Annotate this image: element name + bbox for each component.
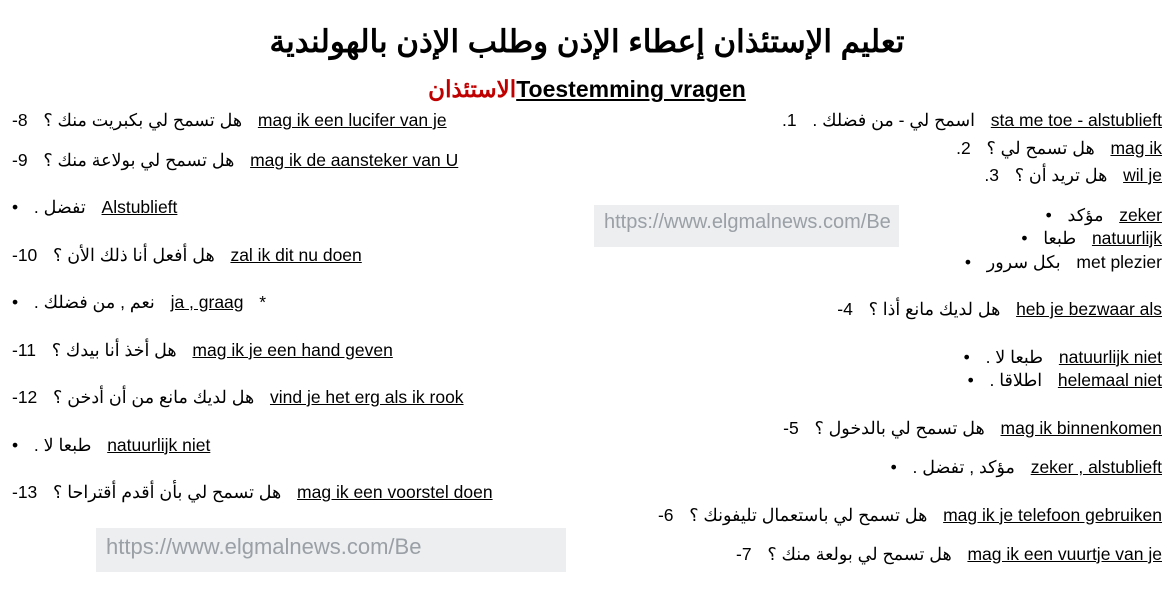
item-number: 12-	[12, 387, 38, 407]
item-arabic: هل لديك مانع من أن أدخن ؟	[53, 387, 255, 407]
item-arabic: طبعا	[1043, 228, 1077, 248]
subtitle-arabic: الاستئذان	[428, 76, 517, 102]
item-bullet: •	[890, 457, 897, 477]
list-item	[586, 167, 1166, 185]
list-item	[586, 546, 1166, 564]
item-arabic: طبعا لا .	[985, 346, 1044, 367]
item-dutch: heb je bezwaar als	[1016, 299, 1162, 319]
list-item	[8, 149, 588, 170]
item-number: 3.	[984, 165, 999, 185]
list-item	[586, 251, 1166, 272]
item-arabic: هل أخذ أنا بيدك ؟	[51, 339, 177, 360]
item-arabic: هل تسمح لي بولعة منك ؟	[767, 544, 952, 564]
item-arabic: تفضل .	[33, 197, 86, 217]
list-item	[8, 484, 588, 502]
item-arabic: اسمح لي - من فضلك .	[812, 110, 976, 130]
list-item	[586, 346, 1166, 367]
item-dutch: mag ik een vuurtje van je	[967, 544, 1162, 564]
list-item	[8, 244, 588, 265]
list-item	[586, 301, 1166, 319]
list-item	[586, 112, 1166, 130]
item-dutch: mag ik binnenkomen	[1000, 417, 1162, 438]
item-number: 11-	[12, 339, 36, 360]
item-dutch: ja , graag	[170, 292, 244, 312]
item-bullet: •	[963, 346, 970, 367]
list-item	[8, 389, 588, 407]
item-dutch: zeker	[1119, 204, 1162, 225]
item-number: 10-	[12, 244, 38, 265]
item-arabic: هل تريد أن ؟	[1014, 165, 1108, 185]
item-arabic: هل تسمح لي بولاعة منك ؟	[43, 149, 235, 170]
item-arabic: اطلاقا .	[989, 370, 1043, 390]
item-arabic: هل تسمح لي باستعمال تليفونك ؟	[689, 504, 928, 525]
watermark-url-top: https://www.elgmalnews.com/Be	[594, 205, 899, 247]
item-number: 2.	[956, 137, 971, 158]
item-dutch: natuurlijk	[1091, 228, 1162, 248]
item-arabic: هل تسمح لي بالدخول ؟	[814, 417, 985, 438]
item-dutch: vind je het erg als ik rook	[269, 387, 464, 407]
right-column	[586, 112, 1166, 574]
item-number: 9-	[12, 149, 28, 170]
item-arabic: طبعا لا .	[33, 434, 92, 455]
item-bullet: •	[964, 251, 972, 272]
list-item	[8, 112, 588, 130]
list-item	[586, 417, 1166, 438]
list-item	[586, 459, 1166, 477]
item-number: 6-	[657, 504, 674, 525]
item-bullet: •	[12, 292, 19, 312]
item-bullet: •	[12, 434, 19, 455]
item-bullet: •	[967, 370, 974, 390]
item-dutch: zal ik dit nu doen	[230, 244, 362, 265]
item-dutch: met plezier	[1076, 251, 1162, 272]
item-suffix: *	[259, 292, 267, 312]
item-arabic: بكل سرور	[986, 251, 1061, 272]
item-dutch: helemaal niet	[1057, 370, 1162, 390]
list-item	[8, 199, 588, 217]
item-arabic: هل لديك مانع أذا ؟	[868, 299, 1001, 319]
item-bullet: •	[1045, 204, 1052, 225]
item-arabic: مؤكد	[1067, 204, 1104, 225]
item-arabic: نعم , من فضلك .	[33, 292, 155, 312]
item-dutch: sta me toe - alstublieft	[990, 110, 1162, 130]
item-dutch: zeker , alstublieft	[1030, 457, 1162, 477]
list-item	[586, 137, 1166, 158]
list-item	[8, 434, 588, 455]
item-arabic: هل تسمح لي ؟	[986, 137, 1095, 158]
list-item	[8, 339, 588, 360]
page-title: تعليم الإستئذان إعطاء الإذن وطلب الإذن بالهولندية	[269, 24, 905, 59]
item-number: 13-	[12, 482, 38, 502]
item-bullet: •	[12, 197, 19, 217]
page-subtitle	[0, 76, 1174, 103]
item-dutch: mag ik je telefoon gebruiken	[943, 504, 1162, 525]
item-dutch: mag ik een lucifer van je	[257, 110, 447, 130]
item-number: 4-	[837, 299, 853, 319]
item-dutch: mag ik je een hand geven	[192, 339, 393, 360]
list-item	[586, 504, 1166, 525]
item-dutch: Alstublieft	[101, 197, 178, 217]
item-bullet: •	[1021, 228, 1028, 248]
item-number: 7-	[736, 544, 752, 564]
subtitle-dutch: Toestemming vragen	[516, 76, 746, 102]
item-dutch: mag ik de aansteker van U	[250, 149, 459, 170]
item-arabic: هل تسمح لي بأن أقدم أقتراحا ؟	[53, 482, 282, 502]
item-arabic: مؤكد , تفضل .	[912, 457, 1015, 477]
item-arabic: هل أفعل أنا ذلك الأن ؟	[53, 244, 215, 265]
item-dutch: wil je	[1123, 165, 1162, 185]
left-column	[8, 112, 588, 512]
item-number: 5-	[783, 417, 799, 438]
list-item	[8, 294, 588, 312]
item-dutch: natuurlijk niet	[1058, 346, 1162, 367]
item-arabic: هل تسمح لي بكبريت منك ؟	[43, 110, 243, 130]
watermark-url-bottom: https://www.elgmalnews.com/Be	[96, 528, 566, 572]
list-item	[586, 372, 1166, 390]
item-number: 8-	[12, 110, 28, 130]
item-dutch: mag ik een voorstel doen	[297, 482, 493, 502]
item-dutch: natuurlijk niet	[107, 434, 211, 455]
item-number: 1.	[782, 110, 797, 130]
item-dutch: mag ik	[1110, 137, 1162, 158]
